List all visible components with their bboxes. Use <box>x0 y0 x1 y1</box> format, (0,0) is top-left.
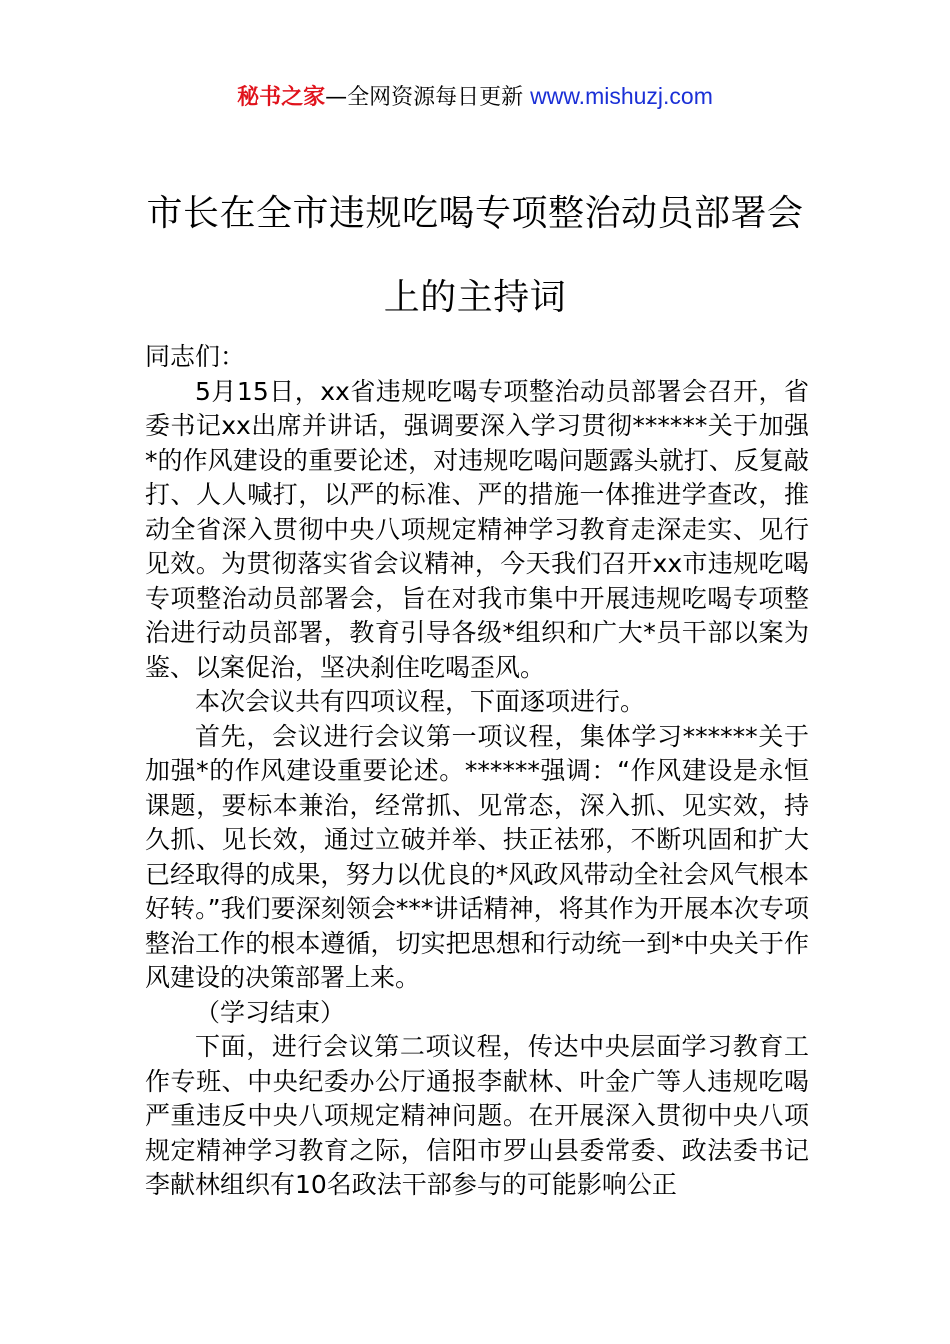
site-brand: 秘书之家 <box>237 85 326 110</box>
paragraph-3: 首先，会议进行会议第一项议程，集体学习******关于加强*的作风建设重要论述。******强调：“作风建设是永恒课题，要标本兼治，经常抓、见常态，深入抓、见实效，持久抓、见长效，通过立破并举、扶正祛邪，不断巩固和扩大已经取得的成果，努力以优良的*风政风带动全社会风气根本好转。”我们要深刻领会***讲话精神，将其作为开展本次专项整治工作的根本遵循，切实把思想和行动统一到*中央关于作风建设的决策部署上来。 <box>145 721 809 992</box>
paragraph-4: （学习结束） <box>195 997 346 1027</box>
document-title-line-2: 上的主持词 <box>383 277 567 318</box>
site-tagline: —全网资源每日更新 <box>325 85 531 110</box>
paragraph-1: 5月15日，xx省违规吃喝专项整治动员部署会召开，省委书记xx出席并讲话，强调要深入学习贯彻******关于加强*的作风建设的重要论述，对违规吃喝问题露头就打、反复敲打、人人喊打，以严的标准、严的措施一体推进学查改，推动全省深入贯彻中央八项规定精神学习教育走深走实、见行见效。为贯彻落实省会议精神，今天我们召开xx市违规吃喝专项整治动员部署会，旨在对我市集中开展违规吃喝专项整治进行动员部署，教育引导各级*组织和广大*员干部以案为鉴、以案促治，坚决刹住吃喝歪风。 <box>145 376 809 682</box>
site-header <box>0 80 950 114</box>
paragraph-5: 下面，进行会议第二项议程，传达中央层面学习教育工作专班、中央纪委办公厅通报李献林、叶金广等人违规吃喝严重违反中央八项规定精神问题。在开展深入贯彻中央八项规定精神学习教育之际，信阳市罗山县委常委、政法委书记李献林组织有10名政法干部参与的可能影响公正 <box>145 1032 809 1199</box>
site-url-link[interactable]: www.mishuzj.com <box>530 83 713 109</box>
salutation: 同志们： <box>145 342 246 371</box>
paragraph-2: 本次会议共有四项议程，下面逐项进行。 <box>195 687 646 716</box>
document-body <box>145 340 809 1203</box>
document-title-line-1: 市长在全市违规吃喝专项整治动员部署会 <box>146 193 804 234</box>
document-title <box>120 172 830 340</box>
